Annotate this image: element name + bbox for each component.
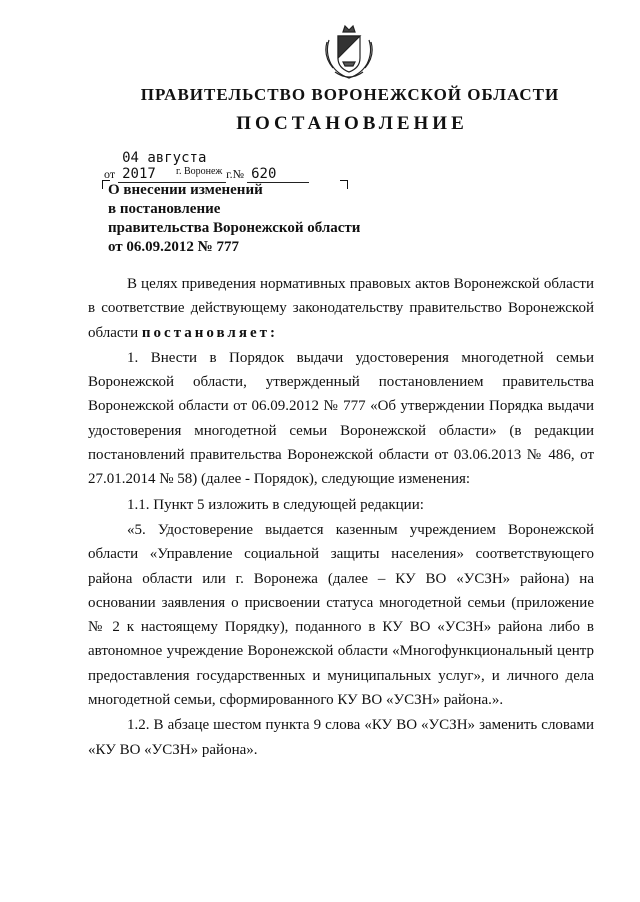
document-date: 04 августа 2017 bbox=[118, 150, 226, 183]
year-suffix: г. bbox=[226, 167, 233, 181]
quoted-item-5-paragraph: «5. Удостоверение выдается казенным учреждением Воронежской области «Управление социальной защиты населения» соответствующего района области или г. Воронежа (далее – КУ ВО «УСЗН» района) на основании заявления о присвоении статуса многодетной семьи (приложение № 2 к настоящему Порядку), поданного в КУ ВО «УСЗН» района либо в автономное учреждение Воронежской области «Многофункциональный центр предоставления государственных и муниципальных услуг», и личного дела многодетной семьи, сформированного КУ ВО «УСЗН» района.». bbox=[88, 521, 594, 709]
date-prefix: от bbox=[104, 167, 116, 181]
document-number: 620 bbox=[247, 166, 309, 183]
subject-line: О внесении изменений bbox=[108, 182, 263, 198]
number-label: № bbox=[232, 167, 245, 181]
decree-word: постановляет: bbox=[141, 324, 278, 341]
preamble-paragraph bbox=[88, 272, 594, 345]
document-body bbox=[88, 272, 594, 763]
subject-line: правительства Воронежской области bbox=[108, 220, 361, 236]
item-1-paragraph: 1. Внести в Порядок выдачи удостоверения многодетной семьи Воронежской области, утвержденный постановлением правительства Воронежской области от 06.09.2012 № 777 «Об утверждении Порядка выдачи удостоверения многодетной семьи Воронежской области» (в редакции постановлений правительства Воронежской области от 03.06.2013 № 486, от 27.01.2014 № 58) (далее - Порядок), следующие изменения: bbox=[88, 349, 594, 488]
document-type-title: ПОСТАНОВЛЕНИЕ bbox=[236, 113, 468, 134]
item-1-2-paragraph: 1.2. В абзаце шестом пункта 9 слова «КУ ВО «УСЗН» заменить словами «КУ ВО «УСЗН» района». bbox=[88, 717, 594, 758]
city-label: г. Воронеж bbox=[176, 166, 223, 177]
subject-block bbox=[108, 181, 360, 257]
coat-of-arms-icon bbox=[323, 22, 375, 82]
subject-line: в постановление bbox=[108, 201, 221, 217]
item-1-1-paragraph: 1.1. Пункт 5 изложить в следующей редакции: bbox=[127, 496, 424, 513]
government-title: ПРАВИТЕЛЬСТВО ВОРОНЕЖСКОЙ ОБЛАСТИ bbox=[140, 85, 560, 104]
preamble-text: В целях приведения нормативных правовых актов Воронежской области в соответствие действующему законодательству правительство Воронежской области bbox=[88, 276, 594, 341]
subject-line: от 06.09.2012 № 777 bbox=[108, 239, 239, 255]
